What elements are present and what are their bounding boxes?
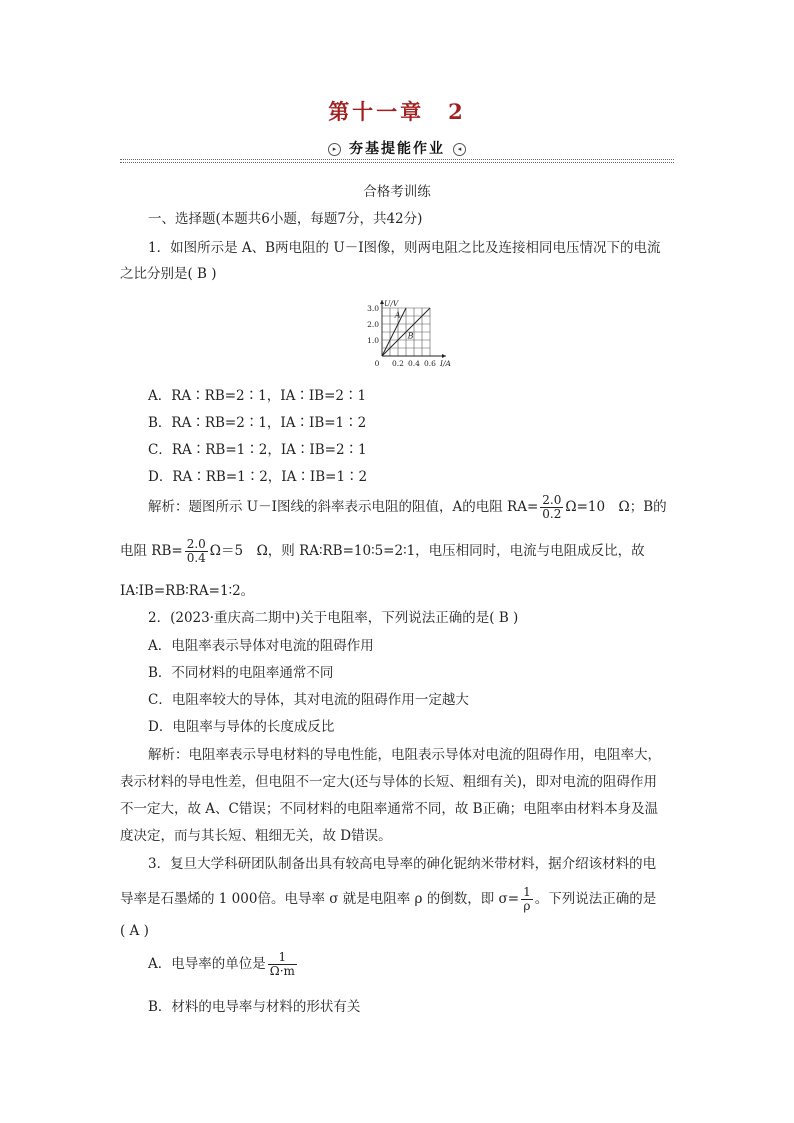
q2-analysis-line2: 表示材料的导电性差，但电阻不一定大(还与导体的长短、粗细有关)，即对电流的阻碍作用 (120, 774, 658, 790)
divider-line-2 (120, 162, 674, 163)
q3-stem-text: 。下列说法正确的是 (534, 891, 657, 907)
q3-stem-line1: 3．复旦大学科研团队制备出具有较高电导率的砷化铌纳米带材料，据介绍该材料的电 (148, 856, 657, 872)
numerator: 1 (523, 885, 531, 899)
x-tick-label: 0 (374, 359, 380, 368)
q1-stem-line2: 之比分别是( B ) (120, 266, 217, 282)
q1-option-b: B．RA∶RB=2∶1，IA∶IB=1∶2 (148, 415, 367, 431)
denominator: 0.2 (542, 507, 562, 521)
part-heading: 一、选择题(本题共6小题，每题7分，共42分) (148, 211, 423, 227)
divider-line (120, 159, 674, 160)
numerator: 2.0 (186, 537, 206, 551)
q2-option-c: C．电阻率较大的导体，其对电流的阻碍作用一定越大 (148, 692, 469, 708)
y-tick-label: 3.0 (367, 304, 379, 313)
x-axis-label: I/A (440, 359, 451, 368)
y-tick-label: 1.0 (367, 336, 379, 345)
play-right-icon: ▸ (328, 143, 341, 156)
u-i-chart (350, 296, 470, 374)
q1-analysis-line2 (120, 538, 645, 565)
fraction (268, 951, 297, 978)
denominator: ρ (523, 899, 531, 913)
numerator: 1 (268, 951, 297, 965)
q2-stem: 2．(2023·重庆高二期中)关于电阻率，下列说法正确的是( B ) (148, 610, 519, 626)
q3-stem-line3: ( A ) (120, 923, 149, 939)
banner (0, 138, 794, 158)
fraction (521, 886, 533, 913)
q2-option-a: A．电阻率表示导体对电流的阻碍作用 (148, 638, 374, 654)
q1-option-a: A．RA∶RB=2∶1，IA∶IB=2∶1 (148, 388, 367, 404)
series-label: B (407, 331, 414, 341)
x-axis-arrow-icon (442, 354, 446, 358)
play-left-icon: ◂ (453, 143, 466, 156)
q3-option-b: B．材料的电导率与材料的形状有关 (148, 999, 361, 1015)
banner-label: 夯基提能作业 (349, 141, 445, 157)
q1-analysis-text: 解析：题图所示 U－I图线的斜率表示电阻的阻值，A的电阻 RA= (148, 499, 539, 515)
q1-stem-line1: 1．如图所示是 A、B两电阻的 U－I图像，则两电阻之比及连接相同电压情况下的电流 (148, 240, 661, 256)
q3-option-text: A．电导率的单位是 (148, 956, 266, 972)
q1-option-c: C．RA∶RB=1∶2，IA∶IB=2∶1 (148, 442, 367, 458)
chapter-title: 第十一章 2 (328, 99, 466, 124)
denominator: Ω·m (269, 964, 295, 978)
y-axis-label: U/V (384, 299, 399, 308)
q3-stem-line2 (120, 886, 656, 913)
fraction (540, 494, 563, 521)
q2-analysis-line1: 解析：电阻率表示导电材料的导电性能，电阻表示导体对电流的阻碍作用，电阻率大， (148, 747, 661, 763)
q3-stem-text: 导率是石墨烯的 1 000倍。电导率 σ 就是电阻率 ρ 的倒数，即 σ= (120, 891, 520, 907)
y-tick-label: 2.0 (367, 320, 379, 329)
section-title: 合格考训练 (363, 184, 431, 200)
x-tick-label: 0.6 (424, 359, 436, 368)
x-tick-label: 0.2 (392, 359, 404, 368)
series-label: A (394, 310, 401, 320)
q1-analysis-text: Ω＝5 Ω，则 RA∶RB=10∶5=2∶1，电压相同时，电流与电阻成反比，故 (209, 543, 645, 559)
q1-analysis-line1 (148, 494, 667, 521)
q2-analysis-line4: 度决定，而与其长短、粗细无关，故 D错误。 (120, 828, 392, 844)
denominator: 0.4 (186, 551, 206, 565)
q2-option-b: B．不同材料的电阻率通常不同 (148, 665, 334, 681)
q2-analysis-line3: 不一定大，故 A、C错误；不同材料的电阻率通常不同，故 B正确；电阻率由材料本身及温 (120, 801, 659, 817)
q1-option-d: D．RA∶RB=1∶2，IA∶IB=1∶2 (148, 469, 368, 485)
q2-option-d: D．电阻率与导体的长度成反比 (148, 719, 335, 735)
x-tick-label: 0.4 (408, 359, 420, 368)
q1-analysis-text: 电阻 RB= (120, 543, 183, 559)
q1-analysis-text: Ω=10 Ω；B的 (565, 499, 667, 515)
fraction (185, 538, 208, 565)
q3-option-a (148, 951, 299, 978)
numerator: 2.0 (542, 493, 562, 507)
q1-analysis-line3: IA∶IB=RB∶RA=1∶2。 (120, 583, 255, 599)
